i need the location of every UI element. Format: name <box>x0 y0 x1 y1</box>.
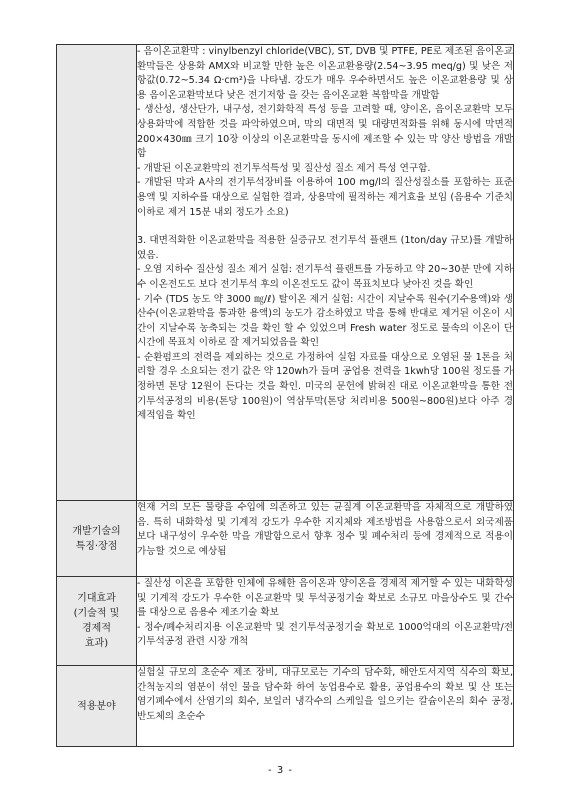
paragraph: - 음이온교환막 : vinylbenzyl chloride(VBC), ST, DVB 및 PTFE, PE로 제조된 음이온교환막들은 상용화 AMX와 비교할 만한 높은 이온교환용량(2.54~3.95 meq/g) 및 낮은 저항값(0.72~5.34 Ω·cm²)을 나타냄. 강도가 매우 우수하면서도 높은 이온교환용량 및 상용 음이온교환막보다 낮은 전기저항 을 갖는 음이온교환 복합막을 개발함 <box>137 46 513 101</box>
paragraph: - 정수/폐수처리지용 이온교환막 및 전기투석공정기술 확보로 1000억대의 이온교환막/전기투석공정 관련 시장 개척 <box>137 621 513 648</box>
row-label-cell <box>57 45 137 501</box>
paragraph: - 생산성, 생산단가, 내구성, 전기화학적 특성 등을 고려할 때, 양이온, 음이온교환막 모두 상용화막에 적합한 것을 파악하였으며, 막의 대면적 및 대량면적화를 위해 동시에 막면적 200×430㎜ 크기 10장 이상의 이온교환막을 동시에 제조할 수 있는 막 양산 방법을 개발함 <box>137 104 513 160</box>
row-content-cell <box>137 577 514 666</box>
paragraph: - 순환펌프의 전력을 제외하는 것으로 가정하여 실험 자료를 대상으로 오염된 물 1톤을 처리할 경우 소요되는 전기 값은 약 120wh가 들며 공업용 전력을 1kwh당 100원 정도를 가정하면 톤당 12원이 든다는 것을 확인. 미국의 문헌에 밝혀진 대로 이온교환막을 통한 전기투석공정의 비용(톤당 100원)이 역삼투막(톤당 처리비용 500원~800원)보다 아주 경제적임을 확인 <box>137 351 513 422</box>
paragraph: 3. 대면적화한 이온교환막을 적용한 실증규모 전기투석 플랜트 (1ton/day 규모)를 개발하였음. <box>137 235 513 261</box>
table-row-applications <box>57 666 514 747</box>
blank-line <box>137 220 513 234</box>
row-label: 개발기술의 특징·장점 <box>72 525 121 552</box>
page-number: - 3 - <box>268 765 293 776</box>
table-row-results <box>57 45 514 501</box>
paragraph: - 개발된 막과 A사의 전기투석장비를 이용하여 100 mg/l의 질산성질소를 포함하는 표준 용액 및 지하수를 대상으로 실험한 결과, 상용막에 필적하는 제거효율 보임 (음용수 기준치 이하로 제거 15분 내외 정도가 소요) <box>137 177 513 218</box>
row-label: 적용분야 <box>77 700 116 712</box>
row-label-cell <box>57 501 137 577</box>
table-row-effects <box>57 577 514 666</box>
row-label: 기대효과 (기술적 및 경제적 효과) <box>73 593 120 649</box>
paragraph: - 개발된 이온교환막의 전기투석특성 및 질산성 질소 제거 특성 연구함. <box>137 162 431 174</box>
row-label-cell <box>57 666 137 747</box>
row-content-cell <box>137 501 514 577</box>
paragraph: 현재 거의 모든 물량을 수입에 의존하고 있는 균질계 이온교환막을 자체적으로 개발하였음. 특히 내화학성 및 기계적 강도가 우수한 지지체와 제조방법을 사용함으로서 외국제품보다 내구성이 우수한 막을 개발함으로서 향후 정수 및 폐수처리 등에 경제적으로 적용이 가능할 것으로 예상됨 <box>137 502 513 557</box>
paragraph: - 질산성 이온을 포함한 인체에 유해한 음이온과 양이온을 경제적 제거할 수 있는 내화학성 및 기계적 강도가 우수한 이온교환막 및 투석공정기술 확보로 소규모 마을상수도 및 간수를 대상으로 음용수 제조기술 확보 <box>137 578 513 619</box>
report-table <box>56 44 514 747</box>
paragraph: - 기수 (TDS 농도 약 3000 ㎎/ℓ) 탈이온 제거 실험: 시간이 지날수록 원수(기수용액)와 생산수(이온교환막을 통과한 용액)의 농도가 감소하였고 막을 통해 반대로 제거된 이온이 시간이 지날수록 농축되는 것을 확인 할 수 있었으며 Fresh water 정도로 물속의 이온이 단시간에 목표치 이하로 잘 제거되었음을 확인 <box>137 293 513 349</box>
row-content-cell <box>137 666 514 747</box>
row-content-cell <box>137 45 514 501</box>
paragraph: 실험실 규모의 초순수 제조 장비, 대규모로는 기수의 담수화, 해안도서지역 식수의 확보, 간척농지의 염분이 섞인 물을 담수화 하여 농업용수로 활용, 공업용수의 확보 및 산 또는 염기폐수에서 산염기의 회수, 보일러 냉각수의 스케일을 일으키는 칼슘이온의 회수 공정, 반도체의 초순수 <box>137 667 513 722</box>
row-label-cell <box>57 577 137 666</box>
paragraph: - 오염 지하수 질산성 질소 제거 실험: 전기투석 플랜트를 가동하고 약 20~30분 만에 지하수 이온전도도 보다 전기투석 후의 이온전도도 값이 목표치보다 낮아진 것을 확인 <box>137 264 513 290</box>
table-row-features <box>57 501 514 577</box>
